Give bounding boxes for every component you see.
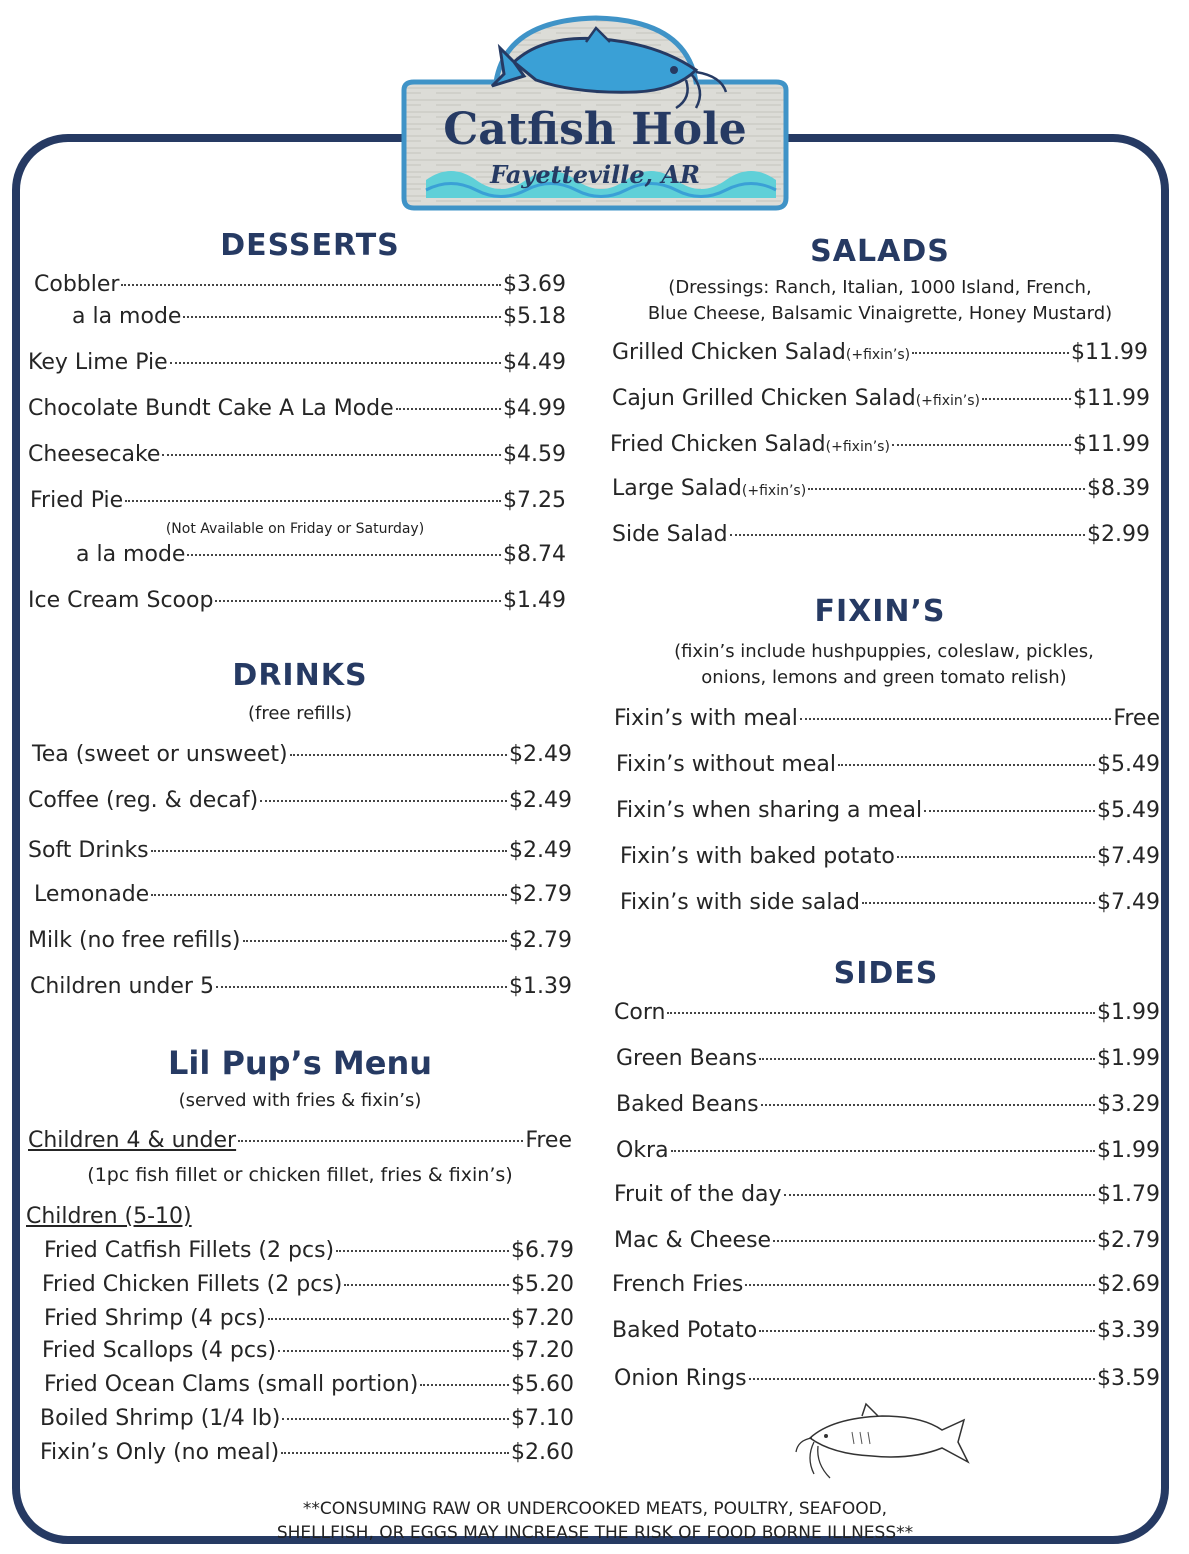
lilpups-item: Fried Shrimp (4 pcs) $7.20 (44, 1306, 574, 1331)
salads-title: SALADS (810, 234, 950, 269)
dessert-item: Fried Pie $7.25 (30, 488, 566, 513)
lilpups-item: Fried Chicken Fillets (2 pcs) $5.20 (42, 1272, 574, 1297)
dessert-item: Ice Cream Scoop $1.49 (28, 588, 566, 613)
fixins-desc-1: (fixin’s include hushpuppies, coleslaw, pickles, (674, 641, 1094, 662)
lilpups-title: Lil Pup’s Menu (167, 1044, 433, 1082)
lilpups-under4-note: (1pc fish fillet or chicken fillet, fries & fixin’s) (87, 1164, 513, 1186)
sides-item: Onion Rings $3.59 (614, 1366, 1160, 1391)
drink-item: Soft Drinks $2.49 (28, 838, 572, 863)
drink-item: Lemonade $2.79 (34, 882, 572, 907)
salad-item: Cajun Grilled Chicken Salad (+fixin’s) $11.99 (612, 386, 1150, 411)
salad-item: Grilled Chicken Salad (+fixin’s) $11.99 (612, 340, 1148, 365)
desserts-title: DESSERTS (220, 228, 400, 263)
lilpups-item: Fried Scallops (4 pcs) $7.20 (42, 1338, 574, 1363)
fixins-item: Fixin’s with baked potato $7.49 (620, 844, 1160, 869)
salads-dressings-1: (Dressings: Ranch, Italian, 1000 Island, French, (668, 277, 1092, 298)
dessert-item: a la mode $5.18 (72, 304, 566, 329)
sides-title: SIDES (833, 956, 939, 991)
fixins-item: Fixin’s without meal $5.49 (616, 752, 1160, 777)
sides-item: Baked Beans $3.29 (616, 1092, 1160, 1117)
food-safety-warning (150, 1497, 1040, 1545)
fixins-item: Fixin’s with meal Free (614, 706, 1160, 731)
sides-item: Green Beans $1.99 (616, 1046, 1160, 1071)
dessert-item: Key Lime Pie $4.49 (28, 350, 566, 375)
dessert-item: Cheesecake $4.59 (28, 442, 566, 467)
logo-location: Fayetteville, AR (490, 160, 700, 189)
salad-item: Large Salad (+fixin’s) $8.39 (612, 476, 1150, 501)
sides-item: Mac & Cheese $2.79 (614, 1228, 1160, 1253)
lilpups-item: Fried Catfish Fillets (2 pcs) $6.79 (44, 1238, 574, 1263)
footer-line-2: SHELLFISH, OR EGGS MAY INCREASE THE RISK OF FOOD BORNE ILLNESS** (276, 1523, 914, 1543)
drink-item: Milk (no free refills) $2.79 (28, 928, 572, 953)
sides-item: Baked Potato $3.39 (612, 1318, 1160, 1343)
lilpups-subtitle: (served with fries & fixin’s) (178, 1090, 422, 1111)
dessert-item: Cobbler $3.69 (34, 272, 566, 297)
sides-item: Corn $1.99 (614, 1000, 1160, 1025)
fixins-item: Fixin’s when sharing a meal $5.49 (616, 798, 1160, 823)
drink-item: Tea (sweet or unsweet) $2.49 (32, 742, 572, 767)
fixins-title: FIXIN’S (814, 594, 946, 629)
logo-name: Catfish Hole (443, 104, 747, 155)
fixins-item: Fixin’s with side salad $7.49 (620, 890, 1160, 915)
salad-item: Fried Chicken Salad (+fixin’s) $11.99 (610, 432, 1150, 457)
catfish-doodle-icon (792, 1398, 972, 1488)
fixins-desc-2: onions, lemons and green tomato relish) (701, 667, 1067, 688)
fried-pie-note: (Not Available on Friday or Saturday) (165, 521, 425, 537)
lilpups-item: Fixin’s Only (no meal) $2.60 (40, 1440, 574, 1465)
lilpups-under4: Children 4 & under Free (28, 1128, 572, 1153)
logo (396, 12, 794, 212)
footer-line-1: **CONSUMING RAW OR UNDERCOOKED MEATS, POULTRY, SEAFOOD, (302, 1499, 888, 1519)
lilpups-item: Boiled Shrimp (1/4 lb) $7.10 (40, 1406, 574, 1431)
sides-item: French Fries $2.69 (612, 1272, 1160, 1297)
salads-dressings-2: Blue Cheese, Balsamic Vinaigrette, Honey Mustard) (647, 303, 1113, 324)
salad-item: Side Salad $2.99 (612, 522, 1150, 547)
sides-item: Okra $1.99 (616, 1138, 1160, 1163)
drinks-subtitle: (free refills) (247, 703, 353, 724)
lilpups-item: Fried Ocean Clams (small portion) $5.60 (44, 1372, 574, 1397)
dessert-item: a la mode $8.74 (76, 542, 566, 567)
drink-item: Children under 5 $1.39 (30, 974, 572, 999)
lilpups-children-label: Children (5-10) (26, 1204, 192, 1229)
drink-item: Coffee (reg. & decaf) $2.49 (28, 788, 572, 813)
drinks-title: DRINKS (232, 658, 368, 693)
dessert-item: Chocolate Bundt Cake A La Mode $4.99 (28, 396, 566, 421)
sides-item: Fruit of the day $1.79 (614, 1182, 1160, 1207)
